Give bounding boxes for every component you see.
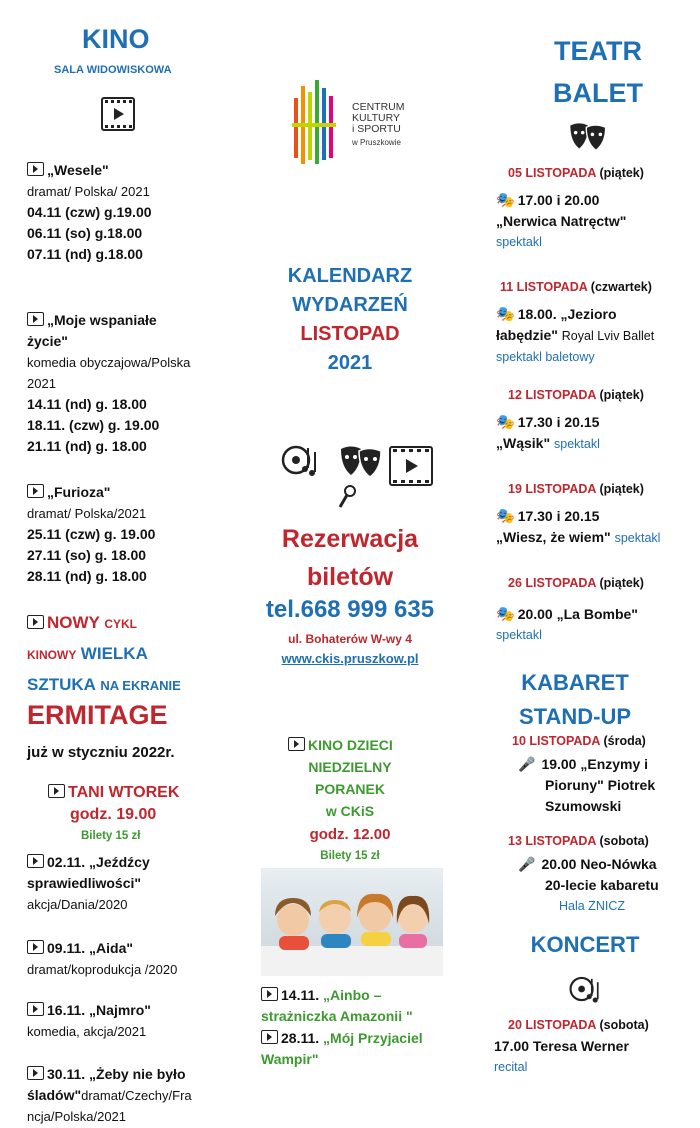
kino-subtitle: SALA WIDOWISKOWA xyxy=(54,64,172,76)
theatre-masks-icon xyxy=(339,445,383,479)
film-reel-icon xyxy=(101,97,135,131)
kino-dzieci-time: godz. 12.00 xyxy=(309,826,391,843)
play-icon xyxy=(27,484,44,498)
tani-wtorek-time: godz. 19.00 xyxy=(70,806,157,823)
event-date: 10 LISTOPADA (środa) xyxy=(512,734,646,748)
play-icon xyxy=(27,854,44,868)
theatre-masks-icon xyxy=(568,122,608,152)
film-moje-wspaniale-zycie: „Moje wspaniałe życie" komedia obyczajowa/Polska 2021 14.11 (nd) g. 18.00 18.11. (czw) g. 19.00 21.11 (nd) g. 18.00 xyxy=(27,312,191,454)
event-teresa-werner: 17.00 Teresa Werner recital xyxy=(494,1038,629,1074)
kabaret-standup-title: KABARET STAND-UP xyxy=(518,670,632,729)
theatre-masks-icon: 🎭 xyxy=(496,192,515,209)
address: ul. Bohaterów W-wy 4 xyxy=(288,632,412,646)
film-furioza: „Furioza" dramat/ Polska/2021 25.11 (czw) g. 19.00 27.11 (so) g. 18.00 28.11 (nd) g. 18.00 xyxy=(27,484,156,584)
kino-dzieci-details: NIEDZIELNY PORANEK w CKiS xyxy=(308,759,392,819)
event-date: 11 LISTOPADA (czwartek) xyxy=(500,280,652,294)
microphone-icon: 🎤 xyxy=(518,756,536,772)
kino-title: KINO xyxy=(82,24,150,54)
microphone-icon: 🎤 xyxy=(518,856,536,872)
play-icon xyxy=(48,784,65,798)
tani-wtorek-price: Bilety 15 zł xyxy=(81,830,141,842)
children-photo xyxy=(261,868,443,976)
event-wasik: 🎭 17.30 i 20.15 „Wąsik" spektakl xyxy=(496,414,600,451)
event-date: 19 LISTOPADA (piątek) xyxy=(508,482,644,496)
event-date: 20 LISTOPADA (sobota) xyxy=(508,1018,649,1032)
play-icon xyxy=(288,737,305,751)
play-icon xyxy=(27,1066,44,1080)
play-icon xyxy=(27,162,44,176)
kino-dzieci-price: Bilety 15 zł xyxy=(320,850,380,862)
event-neo-nowka: 🎤 20.00 Neo-Nówka 20-lecie kabaretu Hala ZNICZ xyxy=(518,856,659,913)
play-icon xyxy=(261,987,278,1001)
kino-dzieci-title: KINO DZIECI xyxy=(288,734,393,756)
event-date: 05 LISTOPADA (piątek) xyxy=(508,166,644,180)
event-wiesz-ze-wiem: 🎭 17.30 i 20.15 „Wiesz, że wiem" spektakl xyxy=(496,508,661,545)
kalendarz-block: KALENDARZ WYDARZEŃ LISTOPAD 2021 xyxy=(287,265,413,374)
event-la-bombe: 🎭 20.00 „La Bombe" spektakl xyxy=(496,606,638,642)
nowy-cykl-block: NOWY CYKL KINOWY WIELKA SZTUKA NA EKRANIE xyxy=(27,613,181,694)
kd-moj-przyjaciel-wampir: 28.11. „Mój Przyjaciel Wampir" xyxy=(261,1030,423,1067)
tani-wtorek-title: TANI WTOREK xyxy=(48,784,179,802)
telephone-number: tel.668 999 635 xyxy=(265,596,435,623)
music-disc-icon xyxy=(567,972,603,1006)
play-icon xyxy=(27,312,44,326)
play-icon xyxy=(261,1030,278,1044)
koncert-title: KONCERT xyxy=(530,932,640,957)
kd-ainbo: 14.11. „Ainbo – strażniczka Amazonii " xyxy=(261,987,413,1024)
ckis-logo xyxy=(292,78,346,168)
ckis-logo-text: CENTRUM KULTURY i SPORTU w Pruszkowie xyxy=(352,101,405,147)
music-disc-icon xyxy=(280,440,320,480)
teatr-balet-title: TEATR BALET xyxy=(553,36,643,108)
tw-zeby-nie-bylo-sladow: 30.11. „Żeby nie było śladów"dramat/Czechy/Fra ncja/Polska/2021 xyxy=(27,1066,192,1124)
event-enzymy-i-pioruny: 🎤 19.00 „Enzymy i Pioruny" Piotrek Szumowski xyxy=(518,756,656,814)
play-icon xyxy=(27,940,44,954)
ermitage-title: ERMITAGE xyxy=(27,700,168,730)
event-date: 13 LISTOPADA (sobota) xyxy=(508,834,649,848)
rezerwacja-biletow: Rezerwacja biletów xyxy=(281,525,419,591)
event-jezioro-labedzie: 🎭 18.00. „Jezioro łabędzie" Royal Lviv Ballet spektakl baletowy xyxy=(496,306,655,364)
tw-aida: 09.11. „Aida" dramat/koprodukcja /2020 xyxy=(27,940,178,977)
website-link[interactable]: www.ckis.pruszkow.pl xyxy=(281,651,419,666)
tw-jezdzcy: 02.11. „Jeźdźcy sprawiedliwości" akcja/Dania/2020 xyxy=(27,854,150,912)
event-date: 12 LISTOPADA (piątek) xyxy=(508,388,644,402)
play-icon xyxy=(27,615,44,629)
event-nerwica: 🎭 17.00 i 20.00 „Nerwica Natręctw" spektakl xyxy=(496,192,627,249)
tw-najmro: 16.11. „Najmro" komedia, akcja/2021 xyxy=(27,1002,151,1039)
theatre-masks-icon: 🎭 xyxy=(496,414,515,431)
film-wesele: „Wesele" dramat/ Polska/ 2021 04.11 (czw) g.19.00 06.11 (so) g.18.00 07.11 (nd) g.18.00 xyxy=(27,162,152,262)
theatre-masks-icon: 🎭 xyxy=(496,606,515,623)
theatre-masks-icon: 🎭 xyxy=(496,306,515,323)
microphone-icon xyxy=(337,485,357,511)
film-reel-icon xyxy=(389,446,433,486)
play-icon xyxy=(27,1002,44,1016)
event-date: 26 LISTOPADA (piątek) xyxy=(508,576,644,590)
theatre-masks-icon: 🎭 xyxy=(496,508,515,525)
ermitage-when: już w styczniu 2022r. xyxy=(27,744,175,761)
